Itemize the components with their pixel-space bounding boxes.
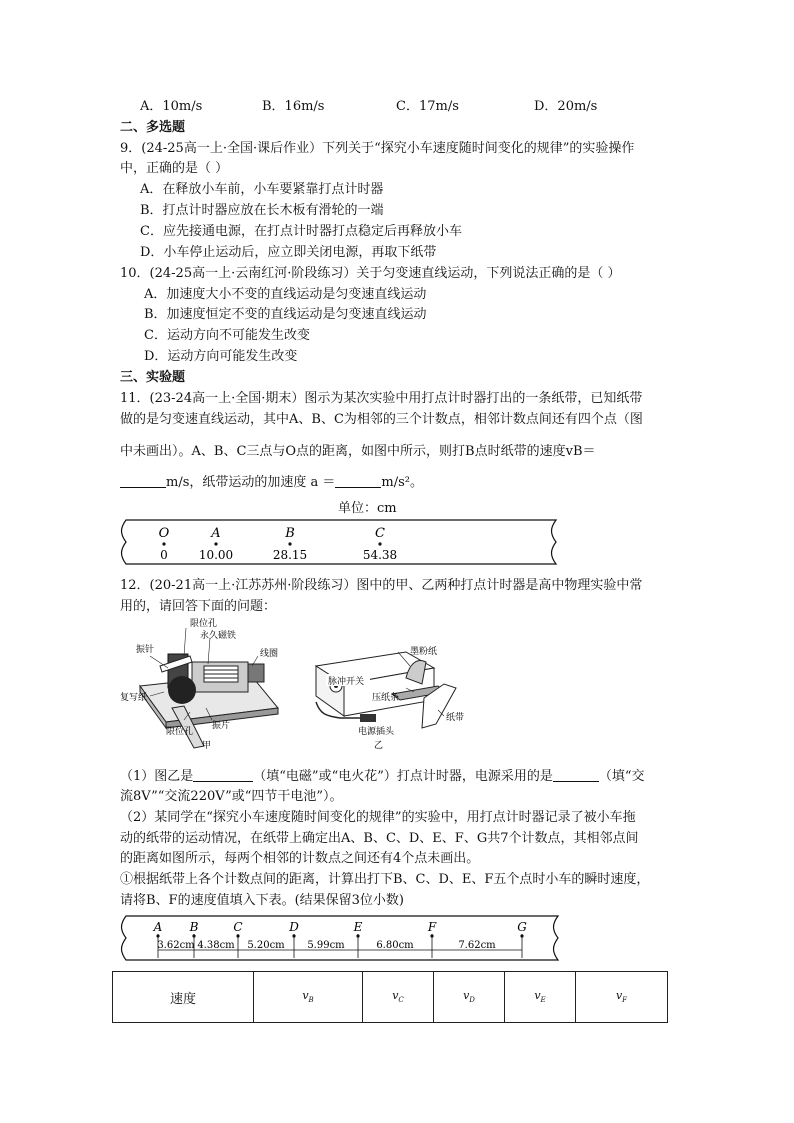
q11-point-label: C [375,526,385,541]
q12-gap-label: 5.20cm [247,940,285,951]
q12-tape-dot [236,934,239,937]
q11-paper-tape [118,518,558,566]
q12-tape-dot [156,934,159,937]
vf-symbol: v [615,989,623,1003]
q12-part2-line2: 动的纸带的运动情况，在纸带上确定出A、B、C、D、E、F、G共7个计数点，其相邻点间 [120,831,639,846]
section-heading-multiple-choice: 二、多选题 [120,120,186,135]
q11-point-label: O [158,526,170,541]
q11-point-label: B [285,526,295,541]
q10-option-b: B．加速度恒定不变的直线运动是匀变速直线运动 [144,307,427,322]
label-vibrating-needle: 振针 [136,645,155,655]
vc-subscript: C [398,996,404,1005]
table-cell-vf[interactable] [576,972,668,1023]
q12-point-label: E [353,920,363,934]
label-coil: 线圈 [260,649,279,659]
q12-gap-label: 4.38cm [197,940,235,951]
q9-option-a: A．在释放小车前，小车要紧靠打点计时器 [140,182,384,197]
label-limit-hole-top: 限位孔 [190,619,218,629]
label-paper-press-strip: 压纸条 [372,693,400,703]
q12-point-label: A [153,920,163,934]
q9-option-d: D．小车停止运动后，应立即关闭电源，再取下纸带 [140,245,437,260]
label-pulse-switch: 脉冲开关 [328,677,365,687]
figure-caption-yi: 乙 [374,741,384,751]
q12-gap-label: 6.80cm [376,940,414,951]
table-cell-vc[interactable] [363,972,434,1023]
q12-paper-tape [118,914,560,962]
q8-option-c: C．17m/s [396,99,459,114]
figure-spark-timer [306,644,470,752]
q11-line2: 做的是匀变速直线运动，其中A、B、C为相邻的三个计数点，相邻计数点间还有四个点（图 [120,412,643,427]
section-heading-experiment: 三、实验题 [120,370,186,385]
label-permanent-magnet: 永久磁铁 [200,631,237,641]
q12-p1-text-b: （填“电磁”或“电火花”）打点计时器，电源采用的是 [253,769,553,784]
q11-unit-label: 单位：cm [338,501,397,516]
q9-option-b: B．打点计时器应放在长木板有滑轮的一端 [140,203,384,218]
q11-line4-text-b: m/s²。 [381,475,423,490]
q11-tape-dot [378,542,381,545]
q12-part3-line1: ①根据纸带上各个计数点间的距离，计算出打下B、C、D、E、F五个点时小车的瞬时速度， [120,872,650,887]
ve-subscript: E [540,996,546,1005]
q12-line2: 用的，请回答下面的问题： [120,599,277,614]
q12-tape-dot [292,934,295,937]
label-power-plug: 电源插头 [358,727,395,737]
label-vibrating-plate: 振片 [212,721,231,731]
q11-distance-label: 28.15 [272,548,308,562]
q12-blank-power-source[interactable] [553,768,599,782]
q8-option-d: D．20m/s [534,99,598,114]
q10-option-d: D．运动方向可能发生改变 [144,349,298,364]
table-cell-ve[interactable] [505,972,576,1023]
q12-part1-line1 [120,768,645,786]
q12-point-label: B [189,920,199,934]
table-cell-vb[interactable] [254,972,363,1023]
q11-tape-dot [214,542,217,545]
vb-symbol: v [302,989,309,1003]
q12-point-label: C [233,920,243,934]
velocity-table [112,971,668,1023]
q12-tape-dot [430,934,433,937]
q10-stem: 10．(24-25高一上·云南红河·阶段练习）关于匀变速直线运动，下列说法正确的是（ ） [120,266,621,281]
q12-gap-label: 3.62cm [157,940,195,951]
q12-point-label: F [427,920,437,934]
q12-part1-line2: 流8V”“交流220V”或“四节干电池”）。 [120,789,343,804]
q11-distance-label: 10.00 [198,548,234,562]
q8-option-b: B．16m/s [262,99,325,114]
q11-line4 [120,474,423,492]
vd-subscript: D [469,996,475,1005]
q12-gap-label: 5.99cm [307,940,345,951]
q12-tape-dot [356,934,359,937]
q11-distance-label: 54.38 [362,548,398,562]
vc-symbol: v [392,989,399,1003]
vb-subscript: B [308,996,314,1005]
q11-tape-dot [162,542,165,545]
figure-caption-jia: 甲 [202,741,212,751]
ve-symbol: v [534,989,541,1003]
q12-point-label: G [517,920,527,934]
label-toner-paper: 墨粉纸 [410,647,438,657]
label-paper-tape: 纸带 [446,713,465,723]
q10-option-a: A．加速度大小不变的直线运动是匀变速直线运动 [144,287,427,302]
q12-blank-timer-type[interactable] [193,768,253,782]
q8-option-a: A．10m/s [140,99,203,114]
q11-line3: 中未画出）。A、B、C三点与O点的距离，如图中所示，则打B点时纸带的速度vB＝ [120,444,596,459]
q9-option-c: C．应先接通电源，在打点计时器打点稳定后再释放小车 [140,224,462,239]
q10-option-c: C．运动方向不可能发生改变 [144,328,310,343]
q11-line1: 11．(23-24高一上·全国·期末）图示为某次实验中用打点计时器打出的一条纸带，已知纸带 [120,391,643,406]
q11-line4-text-a: m/s，纸带运动的加速度 a ＝ [166,475,336,490]
q12-p1-text-a: （1）图乙是 [120,769,194,784]
label-carbon-paper: 复写纸 [120,693,148,703]
q11-blank-vb[interactable] [120,474,166,488]
vf-subscript: F [622,996,628,1005]
q12-part3-line2: 请将B、F的速度值填入下表。(结果保留3位小数) [120,893,404,908]
table-cell-vd[interactable] [434,972,505,1023]
q12-p1-text-c: （填“交 [598,769,645,784]
q11-blank-accel[interactable] [335,474,381,488]
q11-distance-label: 0 [160,548,168,562]
q9-stem-line1: 9．(24-25高一上·全国·课后作业）下列关于“探究小车速度随时间变化的规律”的实验操作 [120,141,635,156]
q12-point-label: D [289,920,299,934]
q12-tape-dot [192,934,195,937]
q9-stem-line2: 中，正确的是（ ） [120,161,229,176]
q12-part2-line3: 的距离如图所示，每两个相邻的计数点之间还有4个点未画出。 [120,851,480,866]
vd-symbol: v [463,989,470,1003]
q12-line1: 12．(20-21高一上·江苏苏州·阶段练习）图中的甲、乙两种打点计时器是高中物理实验中常 [120,578,643,593]
table-header-speed: 速度 [113,972,254,1023]
q12-tape-dot [520,934,523,937]
q11-tape-dot [288,542,291,545]
q11-point-label: A [211,526,221,541]
q12-gap-label: 7.62cm [458,940,496,951]
figure-electromagnetic-timer [120,616,290,752]
q12-part2-line1: （2）某同学在“探究小车速度随时间变化的规律”的实验中，用打点计时器记录了被小车拖 [120,810,636,825]
label-limit-hole-bottom: 限位孔 [166,727,194,737]
